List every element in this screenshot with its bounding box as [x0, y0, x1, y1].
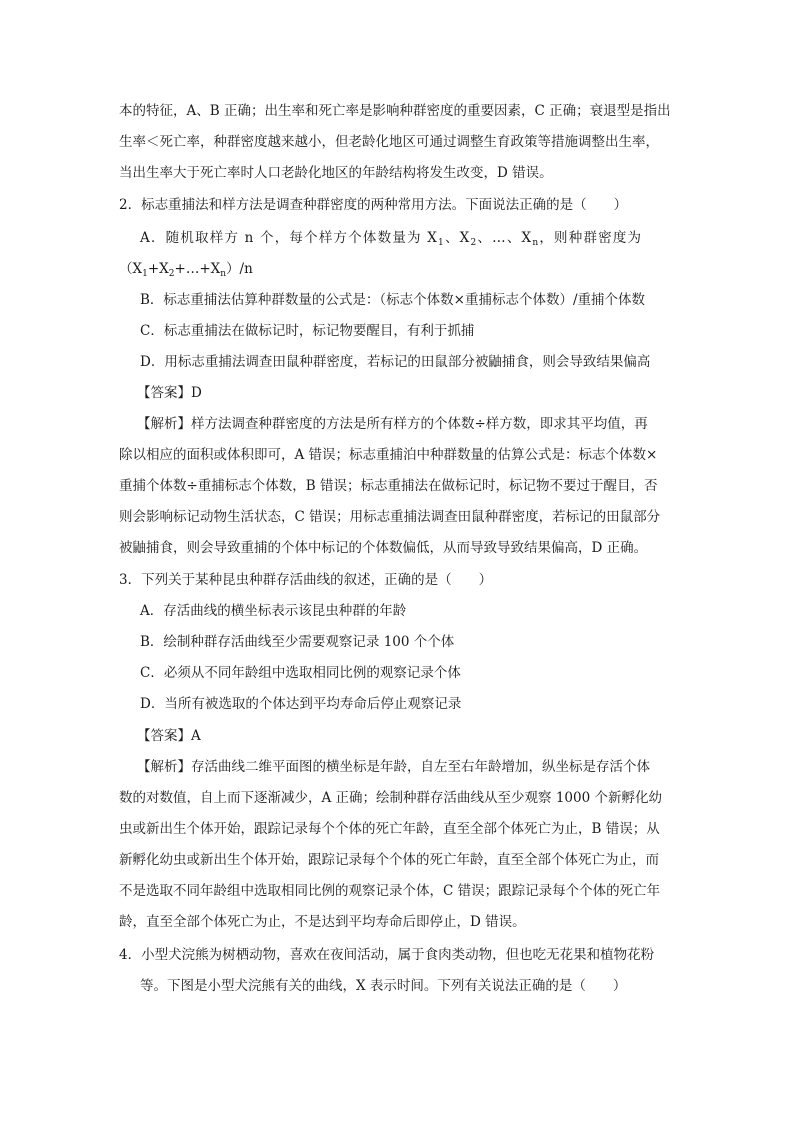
q2-option-c: C．标志重捕法在做标记时，标记物要醒目，有利于抓捕	[140, 323, 475, 339]
q2-option-a-text-3: 、…、X	[477, 230, 533, 246]
q2-option-d: D．用标志重捕法调查田鼠种群密度，若标记的田鼠部分被鼬捕食，则会导致结果偏高	[140, 354, 651, 370]
q2-option-a-formula-sub-1: 1	[142, 269, 148, 279]
q3-stem: 3．下列关于某种昆虫种群存活曲线的叙述，正确的是（ ）	[119, 572, 493, 588]
q3-analysis-line-4: 新孵化幼虫或新出生个体开始，跟踪记录每个个体的死亡年龄，直至全部个体死亡为止，而	[119, 852, 659, 868]
q2-analysis-line-5: 被鼬捕食，则会导致重捕的个体中标记的个体数偏低，从而导致导致结果偏高，D 正确。	[119, 540, 648, 556]
continuation-line-1: 本的特征，A、B 正确；出生率和死亡率是影响种群密度的重要因素，C 正确；衰退型是指出	[119, 103, 671, 119]
q3-analysis-text-1: 存活曲线二维平面图的横坐标是年龄，自左至右年龄增加，纵坐标是存活个体	[191, 759, 650, 775]
q3-option-d: D．当所有被选取的个体达到平均寿命后停止观察记录	[140, 696, 462, 712]
q4-stem-line-1: 4．小型犬浣熊为树栖动物，喜欢在夜间活动，属于食肉类动物，但也吃无花果和植物花粉	[119, 947, 655, 963]
q2-answer-value: D	[191, 385, 202, 401]
q2-analysis-line-4: 则会影响标记动物生活状态，C 错误；用标志重捕法调查田鼠种群密度，若标记的田鼠部分	[119, 509, 661, 525]
q2-stem: 2．标志重捕法和样方法是调查种群密度的两种常用方法。下面说法正确的是（ ）	[119, 197, 628, 213]
q2-option-a-text-1: A．随机取样方 n 个，每个样方个体数量为 X	[140, 230, 439, 246]
q2-option-a-text-4: ，则种群密度为	[539, 230, 643, 246]
q3-analysis-line-3: 虫或新出生个体开始，跟踪记录每个个体的死亡年龄，直至全部个体死亡为止，B 错误；从	[119, 821, 660, 837]
q2-option-a-text-2: 、X	[444, 230, 471, 246]
q3-answer-value: A	[191, 728, 201, 744]
q2-analysis-line-3: 重捕个体数÷重捕标志个体数，B 错误；标志重捕法在做标记时，标记物不要过于醒目，否	[119, 478, 658, 494]
q2-option-a-formula-3: +…+X	[174, 261, 221, 277]
q3-analysis-line-6: 龄，直至全部个体死亡为止，不是达到平均寿命后即停止，D 错误。	[119, 914, 526, 930]
analysis-tag: 【解析】	[137, 759, 191, 775]
q2-option-b: B．标志重捕法估算种群数量的公式是：（标志个体数×重捕标志个体数）/重捕个体数	[140, 292, 646, 308]
q2-analysis-line-1	[137, 414, 648, 434]
q3-answer	[137, 726, 201, 746]
q2-option-a-formula-sub-2: 2	[168, 269, 175, 279]
q2-option-a-line-1	[140, 228, 642, 248]
q2-option-a-formula-2: +X	[147, 261, 169, 277]
continuation-line-3: 当出生率大于死亡率时人口老龄化地区的年龄结构将发生改变，D 错误。	[119, 165, 553, 181]
q2-option-a-formula-1: （X	[119, 261, 143, 277]
continuation-line-2: 生率＜死亡率，种群密度越来越小，但老龄化地区可通过调整生育政策等措施调整出生率，	[119, 134, 659, 150]
answer-tag: 【答案】	[137, 385, 191, 401]
q3-analysis-line-5: 不是选取不同年龄组中选取相同比例的观察记录个体，C 错误；跟踪记录每个个体的死亡年	[119, 883, 661, 899]
q2-option-a-line-2	[119, 259, 253, 279]
q3-option-c: C．必须从不同年龄组中选取相同比例的观察记录个体	[140, 665, 461, 681]
q2-analysis-text-1: 样方法调查种群密度的方法是所有样方的个体数÷样方数，即求其平均值，再	[191, 416, 648, 432]
q3-option-a: A．存活曲线的横坐标表示该昆虫种群的年龄	[140, 603, 407, 619]
q2-answer	[137, 383, 202, 403]
q4-stem-line-2: 等。下图是小型犬浣熊有关的曲线，X 表示时间。下列有关说法正确的是（ ）	[140, 978, 627, 994]
q2-option-a-formula-4: ）/n	[226, 261, 253, 277]
q3-analysis-line-2: 数的对数值，自上而下逐渐减少，A 正确；绘制种群存活曲线从至少观察 1000 个新孵化幼	[119, 790, 662, 806]
q3-option-b: B．绘制种群存活曲线至少需要观察记录 100 个个体	[140, 634, 455, 650]
q2-option-a-sub-2: 2	[470, 238, 478, 248]
q2-option-a-sub-1: 1	[438, 238, 445, 248]
analysis-tag: 【解析】	[137, 416, 191, 432]
answer-tag: 【答案】	[137, 728, 191, 744]
q2-option-a-formula-sub-3: n	[220, 269, 227, 279]
q2-option-a-sub-3: n	[532, 238, 540, 248]
q3-analysis-line-1	[137, 757, 650, 777]
q2-analysis-line-2: 除以相应的面积或体积即可，A 错误；标志重捕泊中种群数量的估算公式是：标志个体数×	[119, 447, 658, 463]
